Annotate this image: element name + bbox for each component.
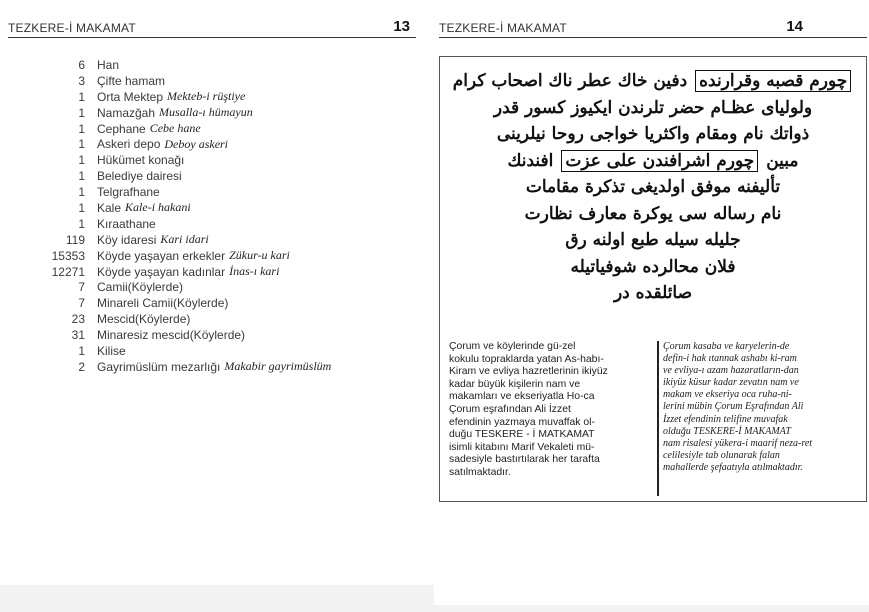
left-page-header — [8, 0, 416, 38]
inventory-count: 1 — [78, 200, 85, 215]
inventory-ottoman-term: Cebe hane — [149, 121, 201, 135]
script-line-8: فلان محالرده شوفياتيله — [570, 256, 736, 277]
transliteration-line: makamları ve ekseriyatla Ho-ca — [449, 391, 595, 403]
inventory-count: 1 — [78, 169, 85, 184]
transliteration-line: kokulu topraklarda yatan As-habı- — [449, 353, 604, 365]
transliteration-line: Çorum eşrafından Ali İzzet — [449, 403, 571, 415]
modern-translation-line: olduğu TESKERE-İ MAKAMAT — [663, 425, 791, 437]
inventory-ottoman-term: Makabir gayrimüslüm — [224, 359, 332, 374]
transliteration-paragraph — [449, 341, 654, 480]
inventory-row — [10, 200, 420, 216]
inventory-row — [10, 311, 420, 327]
right-page-number: 14 — [786, 18, 803, 35]
inventory-count: 3 — [78, 73, 85, 88]
inventory-ottoman-term: Musalla-ı hümayun — [159, 105, 253, 120]
inventory-label: Orta Mektep — [97, 89, 164, 104]
bottom-right-gray-band — [434, 605, 869, 612]
inventory-row — [10, 343, 420, 359]
inventory-label: Köyde yaşayan erkekler — [97, 248, 226, 263]
inventory-row — [10, 136, 420, 152]
inventory-row — [10, 359, 420, 375]
inventory-row — [10, 184, 420, 200]
transliteration-line: duğu TESKERE - İ MATKAMAT — [449, 429, 595, 441]
inventory-row — [10, 216, 420, 232]
inventory-count: 6 — [78, 57, 85, 72]
script-boxed-phrase-corum: چورم قصبه وقرارنده — [695, 70, 851, 92]
inventory-row — [10, 168, 420, 184]
left-header-title: TEZKERE-İ MAKAMAT — [8, 21, 136, 35]
modern-translation-line: Çorum kasaba ve karyelerin-de — [663, 341, 790, 352]
inventory-ottoman-term: İnas-ı kari — [229, 264, 280, 279]
inventory-label: Kıraathane — [97, 216, 156, 231]
script-line-9: صائلقده در — [613, 283, 693, 303]
transliteration-line: satılmaktadır. — [449, 466, 511, 478]
inventory-ottoman-term: Deboy askeri — [164, 136, 229, 151]
inventory-count: 1 — [78, 89, 85, 104]
modern-translation-paragraph — [663, 341, 861, 474]
modern-translation-line: celilesiyle tab olunarak falan — [663, 449, 780, 461]
transliteration-line: Kiram ve evliya hazretlerinin ikiyüz — [449, 366, 608, 378]
inventory-row — [10, 105, 420, 121]
inventory-count: 1 — [78, 153, 85, 168]
inventory-label: Telgrafhane — [97, 185, 160, 200]
inventory-label: Köyde yaşayan kadınlar — [97, 264, 226, 279]
inventory-count: 1 — [78, 105, 85, 120]
inventory-label: Askeri depo — [97, 137, 161, 152]
inventory-label: Camii(Köylerde) — [97, 280, 184, 295]
inventory-label: Gayrimüslüm mezarlığı — [97, 359, 221, 374]
inventory-count: 2 — [78, 359, 85, 374]
inventory-count: 1 — [78, 185, 85, 200]
script-line-7: جليله سيله طبع اولنه رق — [565, 230, 741, 250]
modern-translation-line: defin-i hak ıtannak ashabı ki-ram — [663, 353, 797, 365]
inventory-label: Hükümet konağı — [97, 153, 185, 168]
inventory-row — [10, 248, 420, 264]
modern-translation-line: ve evliya-ı azam hazaratların-dan — [663, 365, 799, 377]
inventory-count: 12271 — [51, 264, 85, 279]
script-line-3: ذواتك نام ومقام واكثريا خواجى روحا نيلرينى — [496, 124, 810, 144]
transliteration-line: sadesiyle bastırtılarak her tarafta — [449, 454, 600, 466]
inventory-count: 1 — [78, 216, 85, 231]
modern-translation-line: İzzet efendinin telifine muvafak — [663, 413, 788, 425]
script-line-1 — [440, 71, 866, 98]
inventory-count: 31 — [71, 328, 85, 343]
inventory-label: Köy idaresi — [97, 232, 157, 247]
inventory-row — [10, 57, 420, 73]
inventory-label: Minareli Camii(Köylerde) — [97, 296, 229, 311]
script-line-4-pre: مبين — [766, 150, 799, 171]
modern-translation-line: mahallerde şefaatıyla atılmaktadır. — [663, 461, 803, 473]
inventory-ottoman-term: Zükur-u kari — [229, 248, 290, 263]
inventory-label: Çifte hamam — [97, 73, 166, 88]
column-divider — [657, 341, 659, 496]
modern-translation-line: nam risalesi yükera-i maarif neza-ret — [663, 437, 813, 449]
inventory-label: Mescid(Köylerde) — [97, 312, 191, 327]
ottoman-script-text — [440, 71, 866, 310]
transliteration-line: kadar büyük kişilerin nam ve — [449, 378, 581, 390]
inventory-row — [10, 73, 420, 89]
modern-translation-line: lerini mübin Çorum Eşrafından Ali — [663, 401, 804, 413]
inventory-label: Kilise — [97, 343, 126, 358]
inventory-row — [10, 121, 420, 137]
script-line-1-rest: دفين خاك عطر ناك اصحاب كرام — [452, 71, 688, 91]
right-header-title: TEZKERE-İ MAKAMAT — [439, 21, 567, 35]
inventory-count: 23 — [71, 312, 85, 327]
inventory-count: 1 — [78, 121, 85, 136]
script-boxed-phrase-author: چورم اشرافندن على عزت — [561, 150, 758, 172]
transliteration-line: isimli kitabını Marif Vekaleti mü- — [449, 441, 595, 453]
inventory-label: Namazğah — [97, 105, 156, 120]
inventory-row — [10, 232, 420, 248]
inventory-row — [10, 89, 420, 105]
inventory-ottoman-term: Mekteb-i rüştiye — [167, 89, 246, 104]
inventory-count: 119 — [65, 232, 85, 247]
inventory-list — [10, 57, 420, 375]
inventory-label: Kale — [97, 200, 122, 215]
modern-translation-line: makam ve ekseriya oca ruha-ni- — [663, 389, 792, 401]
inventory-row — [10, 152, 420, 168]
left-page-number: 13 — [393, 18, 410, 35]
inventory-row — [10, 264, 420, 280]
inventory-count: 1 — [78, 343, 85, 358]
transliteration-line: efendinin yazmaya muvaffak ol- — [449, 416, 595, 428]
inventory-row — [10, 295, 420, 311]
script-line-4 — [440, 151, 866, 178]
inventory-count: 7 — [78, 296, 85, 311]
inventory-label: Minaresiz mescid(Köylerde) — [97, 328, 246, 343]
inventory-ottoman-term: Kale-i hakani — [125, 200, 191, 215]
inventory-label: Han — [97, 57, 120, 72]
script-line-4-post: افندنك — [507, 150, 554, 171]
inventory-label: Belediye dairesi — [97, 169, 182, 184]
modern-translation-line: ikiyüz küsur kadar zevatın nam ve — [663, 377, 799, 389]
inventory-count: 7 — [78, 280, 85, 295]
bottom-left-gray-band — [0, 585, 434, 612]
right-page-header — [439, 0, 867, 38]
inventory-ottoman-term: Kari idari — [160, 232, 209, 247]
inventory-label: Cephane — [97, 121, 146, 136]
inventory-count: 1 — [78, 137, 85, 152]
script-line-2: ولوليای عظـام حضر تلرندن ايكيوز كسور قدر — [493, 97, 813, 118]
inventory-row — [10, 327, 420, 343]
inventory-count: 15353 — [51, 248, 85, 263]
script-line-6: نام رساله سى يوكرة معارف نظارت — [524, 203, 782, 224]
script-line-5: تأليفنه موفق اولديغى تذكرة مقامات — [525, 177, 781, 197]
transliteration-line: Çorum ve köylerinde gü-zel — [449, 341, 576, 352]
inventory-row — [10, 279, 420, 295]
